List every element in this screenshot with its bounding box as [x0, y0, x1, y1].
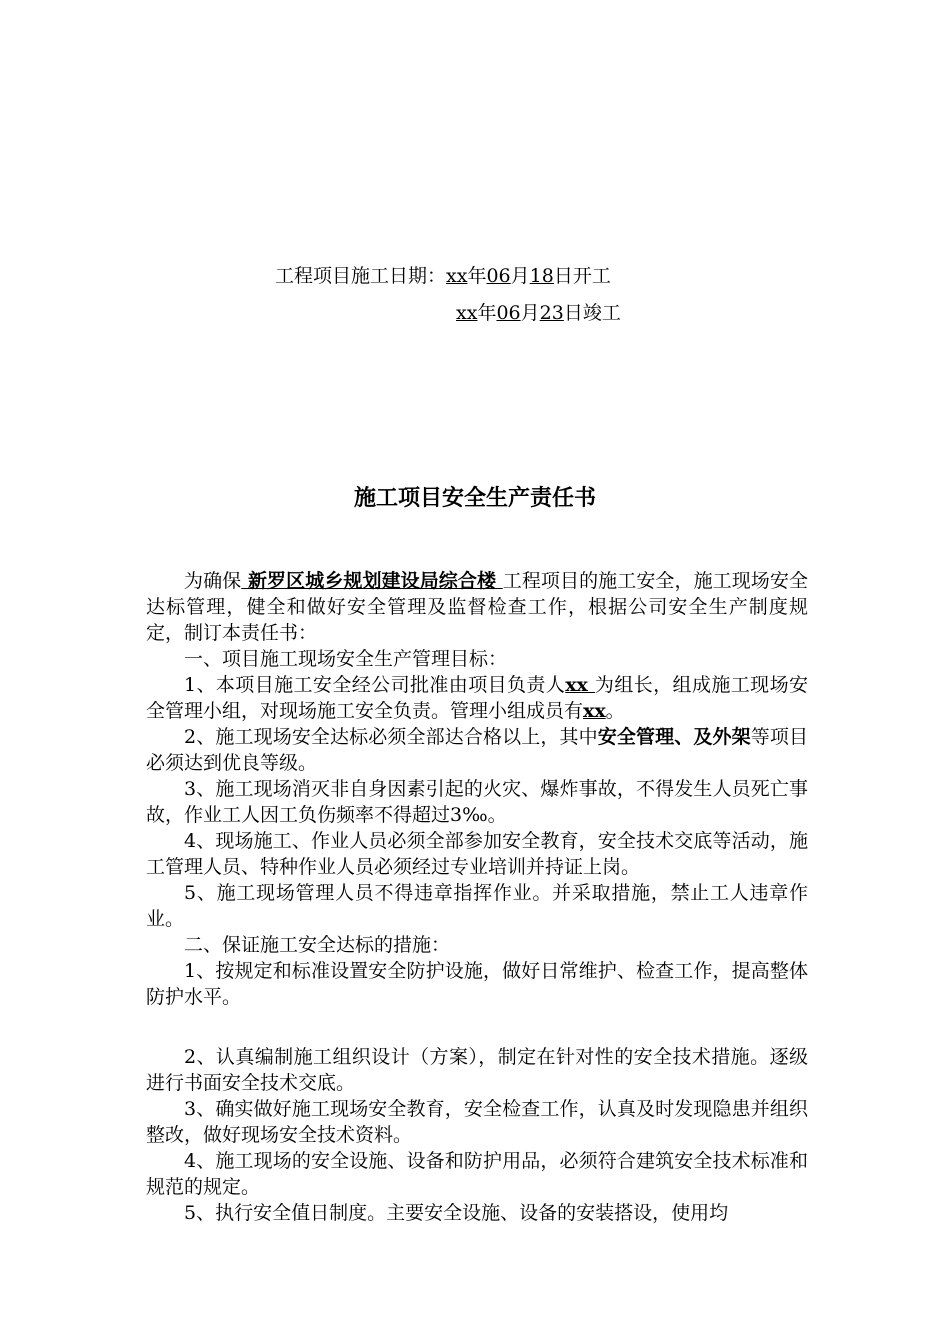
intro-paragraph	[146, 568, 808, 646]
item2-bold: 安全管理、及外架	[597, 726, 751, 748]
start-month: 06	[486, 265, 511, 287]
members-name: xx	[583, 700, 606, 722]
item1-post: 。	[605, 700, 625, 722]
section1-item1	[146, 672, 808, 724]
section1-heading: 一、项目施工现场安全生产管理目标：	[184, 648, 508, 670]
section2-item3: 3、确实做好施工现场安全教育，安全检查工作，认真及时发现隐患并组织整改，做好现场安全技术资料。	[146, 1098, 808, 1146]
section1-item2	[146, 724, 808, 776]
section1-item5: 5、施工现场管理人员不得违章指挥作业。并采取措施，禁止工人违章作业。	[146, 882, 808, 930]
item2-post: 等项目必须达到优良等级。	[146, 726, 808, 774]
section2-item4: 4、施工现场的安全设施、设备和防护用品，必须符合建筑安全技术标准和规范的规定。	[146, 1150, 808, 1198]
section1-item4: 4、现场施工、作业人员必须全部参加安全教育，安全技术交底等活动，施工管理人员、特种作业人员必须经过专业培训并持证上岗。	[146, 830, 808, 878]
section2-item2: 2、认真编制施工组织设计（方案），制定在针对性的安全技术措施。逐级进行书面安全技术交底。	[146, 1046, 808, 1094]
section1-item3: 3、施工现场消灭非自身因素引起的火灾、爆炸事故，不得发生人员死亡事故，作业工人因工负伤频率不得超过3‰。	[146, 778, 808, 826]
document-body-part-2	[146, 1044, 808, 1226]
start-day-unit: 日开工	[553, 265, 611, 287]
start-day: 18	[529, 265, 554, 287]
start-year-unit: 年	[467, 265, 487, 287]
intro-post: 工程项目的施工安全，施工现场安全达标管理，健全和做好安全管理及监督检查工作，根据公司安全生产制度规定，制订本责任书：	[146, 570, 808, 644]
end-day-unit: 日竣工	[563, 302, 621, 324]
document-body-part-1	[146, 568, 808, 1010]
project-name: 新罗区城乡规划建设局综合楼	[241, 570, 503, 592]
item2-pre: 2、施工现场安全达标必须全部达合格以上，其中	[184, 726, 598, 748]
section2-item1: 1、按规定和标准设置安全防护设施，做好日常维护、检查工作，提高整体防护水平。	[146, 960, 808, 1008]
intro-pre: 为确保	[184, 570, 242, 592]
end-day: 23	[539, 302, 564, 324]
section2-item5: 5、执行安全值日制度。主要安全设施、设备的安装搭设，使用均	[184, 1202, 729, 1224]
end-month-unit: 月	[520, 302, 540, 324]
end-month: 06	[496, 302, 521, 324]
item1-pre: 1、本项目施工安全经公司批准由项目负责人	[184, 674, 566, 696]
start-month-unit: 月	[510, 265, 530, 287]
item1-mid: 为组长，组成施工现场安全管理小组，对现场施工安全负责。管理小组成员有	[146, 674, 808, 722]
leader-name: xx	[565, 674, 595, 696]
end-year: xx	[456, 302, 478, 324]
start-year: xx	[446, 265, 468, 287]
document-title: 施工项目安全生产责任书	[353, 485, 596, 511]
section2-heading: 二、保证施工安全达标的措施：	[184, 934, 451, 956]
end-year-unit: 年	[477, 302, 497, 324]
date-label: 工程项目施工日期：	[275, 265, 447, 287]
